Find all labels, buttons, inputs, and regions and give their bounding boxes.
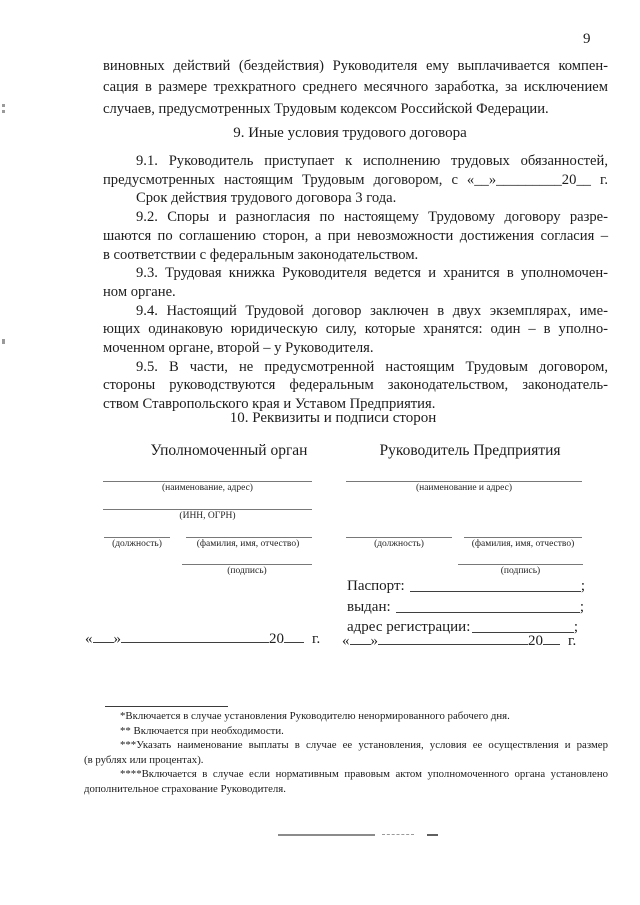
scan-speck — [2, 104, 5, 107]
text-line: 9.1. Руководитель приступает к исполнению трудовых обязанностей, — [136, 153, 608, 169]
footnote-line: ** Включается при необходимости. — [120, 724, 284, 737]
signature-line — [458, 564, 583, 565]
text-line: 9.2. Споры и разногласия по настоящему Трудовому договору разре- — [136, 209, 608, 226]
date-open: « — [342, 633, 350, 649]
date-year: 20 — [528, 633, 543, 649]
footnote-line: ****Включается в случае если нормативным правовым актом уполномоченного органа установлено — [120, 768, 608, 780]
semicolon: ; — [579, 599, 584, 615]
text-line: стороны руководствуются федеральным законодательством, законодатель- — [103, 377, 608, 394]
position-label: (должность) — [112, 539, 162, 549]
footnote-line: ***Указать наименование выплаты в случае ее установления, условия ее осуществления и размер — [120, 739, 608, 751]
scan-speck — [2, 110, 5, 113]
signature-line — [103, 509, 312, 510]
text-line: виновных действий (бездействия) Руководителя ему выплачивается компен- — [103, 58, 608, 74]
date-suffix: г. — [568, 633, 577, 649]
page-number: 9 — [583, 31, 591, 47]
fio-label: (фамилия, имя, отчество) — [196, 539, 300, 549]
blank-line — [350, 632, 371, 645]
blank-line — [93, 630, 114, 643]
scan-speck — [2, 339, 5, 344]
left-column-title: Уполномоченный орган — [150, 442, 308, 459]
text-line: моченном органе, второй – у Руководителя. — [103, 340, 374, 357]
passport-label: Паспорт: — [347, 578, 405, 594]
continuation-paragraph — [103, 56, 608, 120]
signature-line — [104, 537, 170, 538]
signature-line — [103, 481, 312, 482]
footnotes — [84, 709, 608, 796]
signature-label: (подпись) — [500, 566, 541, 576]
blank-line — [410, 591, 581, 592]
text-line: предусмотренных настоящим Трудовым договором, с «__»_________20__ г. — [103, 171, 608, 188]
passport-field — [347, 578, 585, 595]
text-line: Срок действия трудового договора 3 года. — [136, 190, 397, 207]
scan-artifact-line — [427, 834, 438, 836]
scan-artifact-line — [278, 834, 375, 836]
signature-line — [346, 537, 452, 538]
date-close: » — [113, 631, 121, 647]
date-field-left — [85, 630, 320, 648]
text-line: шаются по соглашению сторон, а при невозможности достижения согласия – — [103, 227, 608, 244]
position-label: (должность) — [374, 539, 424, 549]
text-line: в соответствии с федеральным законодательством. — [103, 246, 419, 263]
footnote-line: *Включается в случае установления Руководителю ненормированного рабочего дня. — [120, 710, 510, 722]
footnote-line: (в рублях или процентах). — [84, 753, 204, 766]
date-close: » — [370, 633, 378, 649]
footnote-line: дополнительное страхование Руководителя. — [84, 782, 286, 795]
signature-line — [464, 537, 582, 538]
blank-line — [543, 632, 560, 645]
text-line: сация в размере трехкратного среднего месячного заработка, за исключением — [103, 79, 608, 96]
reg-address-label: адрес регистрации: — [347, 619, 471, 635]
text-line: ном органе. — [103, 283, 176, 300]
scan-artifact-line — [382, 834, 414, 835]
date-field-right — [342, 632, 576, 650]
section10-heading: 10. Реквизиты и подписи сторон — [229, 410, 437, 426]
footnote-divider — [105, 706, 228, 707]
text-line: 9.5. В части, не предусмотренной настоящим Трудовым договором, — [136, 358, 608, 375]
blank-line — [378, 632, 528, 645]
name-address-label: (наименование, адрес) — [162, 483, 253, 493]
text-line: 9.4. Настоящий Трудовой договор заключен в двух экземплярах, име- — [136, 302, 608, 319]
signature-line — [182, 564, 312, 565]
passport-issued-field — [347, 599, 584, 616]
semicolon: ; — [580, 578, 585, 594]
signature-line — [346, 481, 582, 482]
signature-label: (подпись) — [227, 566, 267, 576]
date-year: 20 — [269, 631, 284, 647]
name-address-label: (наименование и адрес) — [415, 483, 513, 493]
blank-line — [396, 612, 580, 613]
text-line: 9.3. Трудовая книжка Руководителя ведется и хранится в уполномочен- — [136, 265, 608, 282]
date-open: « — [85, 631, 93, 647]
blank-line — [284, 630, 304, 643]
inn-ogrn-label: (ИНН, ОГРН) — [179, 511, 236, 521]
section9-paragraphs — [103, 152, 608, 414]
text-line: ством Ставропольского края и Уставом Предприятия. — [103, 396, 436, 413]
issued-label: выдан: — [347, 599, 391, 615]
fio-label: (фамилия, имя, отчество) — [471, 539, 575, 549]
date-suffix: г. — [312, 631, 321, 647]
text-line: ющих одинаковую юридическую силу, которые хранятся: один – в уполно- — [103, 321, 608, 338]
text-line: случаев, предусмотренных Трудовым кодексом Российской Федерации. — [103, 100, 549, 117]
section9-heading: 9. Иные условия трудового договора — [233, 125, 467, 141]
signature-line — [186, 537, 312, 538]
blank-line — [121, 630, 269, 643]
right-column-title: Руководитель Предприятия — [379, 442, 561, 459]
semicolon: ; — [573, 619, 578, 635]
